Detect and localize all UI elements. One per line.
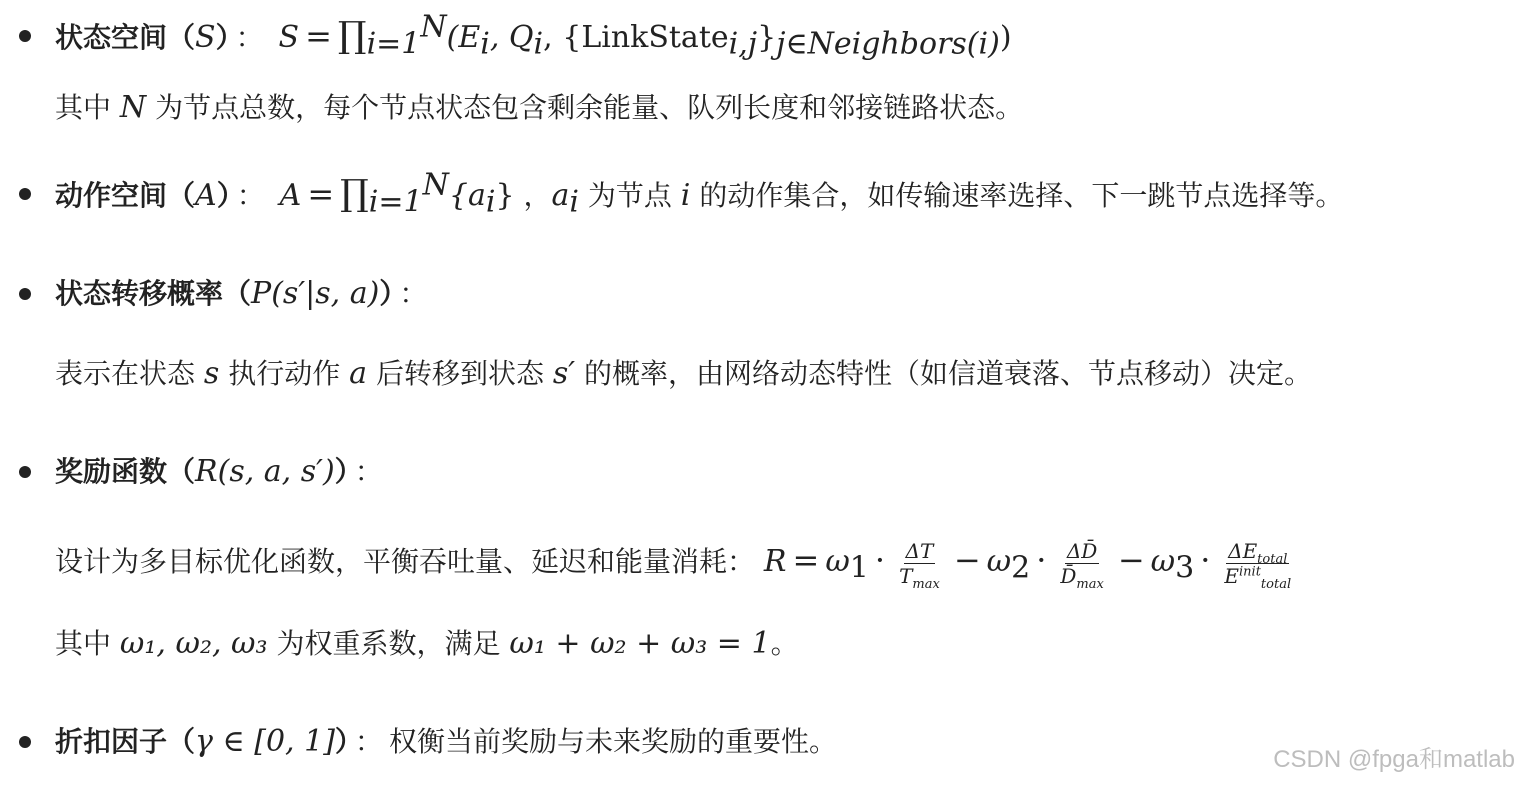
item-heading: 状态空间（S） ： $S = \prod_{i=1}^N(E_i$, $Q_i$, $\{LinkState_{i,j}\}_{j\in Neighbors(i)}$) bbox=[55, 9, 1012, 62]
item-description: 表示在状态 s 执行动作 a 后转移到状态 s′ 的概率，由网络动态特性（如信道衰落、节点移动）决定。 bbox=[55, 356, 1313, 391]
reward-formula: $R = \omega_1$ · $\frac{\Delta T}{T_{max}}$ − $\omega_2$ · $\frac{\Delta D̄}{D̄_{max}}$ − $\omega_3$ · $\frac{\Delta E_{total}}{E^{init}_{total}}$ bbox=[763, 538, 1292, 592]
item-description: 设计为多目标优化函数，平衡吞吐量、延迟和能量消耗： $R = \omega_1$ · $\frac{\Delta T}{T_{max}}$ − $\omega_2$ · $\frac{\Delta D̄}{D̄_{max}}$ − $\omega_3$ · $\frac{\Delta E_{total}}{E^{init}_{total}}$ bbox=[55, 534, 1299, 588]
item-heading: 动作空间（A） ： $A = \prod_{i=1}^N\{a_i\}$ ，$a_i$ 为节点 i 的动作集合，如传输速率选择、下一跳节点选择等。 bbox=[55, 167, 1344, 220]
watermark: CSDN @fpga和matlab bbox=[1273, 746, 1515, 773]
bullet bbox=[19, 466, 31, 478]
title-formula: R(s, a, s′) bbox=[195, 454, 335, 489]
bullet bbox=[19, 30, 31, 42]
item-heading: 状态转移概率（P(s′|s, a)） ： bbox=[55, 276, 428, 311]
item-heading: 奖励函数（R(s, a, s′)） ： bbox=[55, 454, 383, 489]
item-heading: 折扣因子（γ ∈ [0, 1]） ： 权衡当前奖励与未来奖励的重要性。 bbox=[55, 724, 837, 759]
state-space-formula: $S = \prod_{i=1}^N(E_i$, $Q_i$, $\{LinkState_{i,j}\}_{j\in Neighbors(i)}$) bbox=[278, 9, 1012, 62]
bullet bbox=[19, 736, 31, 748]
bullet bbox=[19, 188, 31, 200]
item-description: 其中 N 为节点总数，每个节点状态包含剩余能量、队列长度和邻接链路状态。 bbox=[55, 90, 1024, 125]
item-description: 权衡当前奖励与未来奖励的重要性。 bbox=[388, 725, 837, 758]
title-formula: γ ∈ [0, 1] bbox=[195, 724, 335, 759]
weights-note: 其中 ω₁, ω₂, ω₃ 为权重系数，满足 ω₁ + ω₂ + ω₃ = 1。 bbox=[55, 626, 799, 661]
title-formula: P(s′|s, a) bbox=[251, 276, 380, 311]
action-space-formula: $A = \prod_{i=1}^N\{a_i\}$ bbox=[279, 167, 515, 220]
fraction-energy: $\frac{\Delta E_{total}}{E^{init}_{total}}$ bbox=[1224, 538, 1292, 592]
bullet bbox=[19, 288, 31, 300]
item-title: 折扣因子 bbox=[55, 725, 168, 758]
fraction-throughput: $\frac{\Delta T}{T_{max}}$ bbox=[899, 538, 940, 592]
item-title: 奖励函数 bbox=[55, 455, 168, 488]
item-title: 状态空间 bbox=[55, 21, 168, 54]
item-title: 动作空间 bbox=[55, 179, 168, 212]
item-title: 状态转移概率 bbox=[55, 277, 224, 310]
fraction-delay: $\frac{\Delta D̄}{D̄_{max}}$ bbox=[1060, 538, 1104, 592]
